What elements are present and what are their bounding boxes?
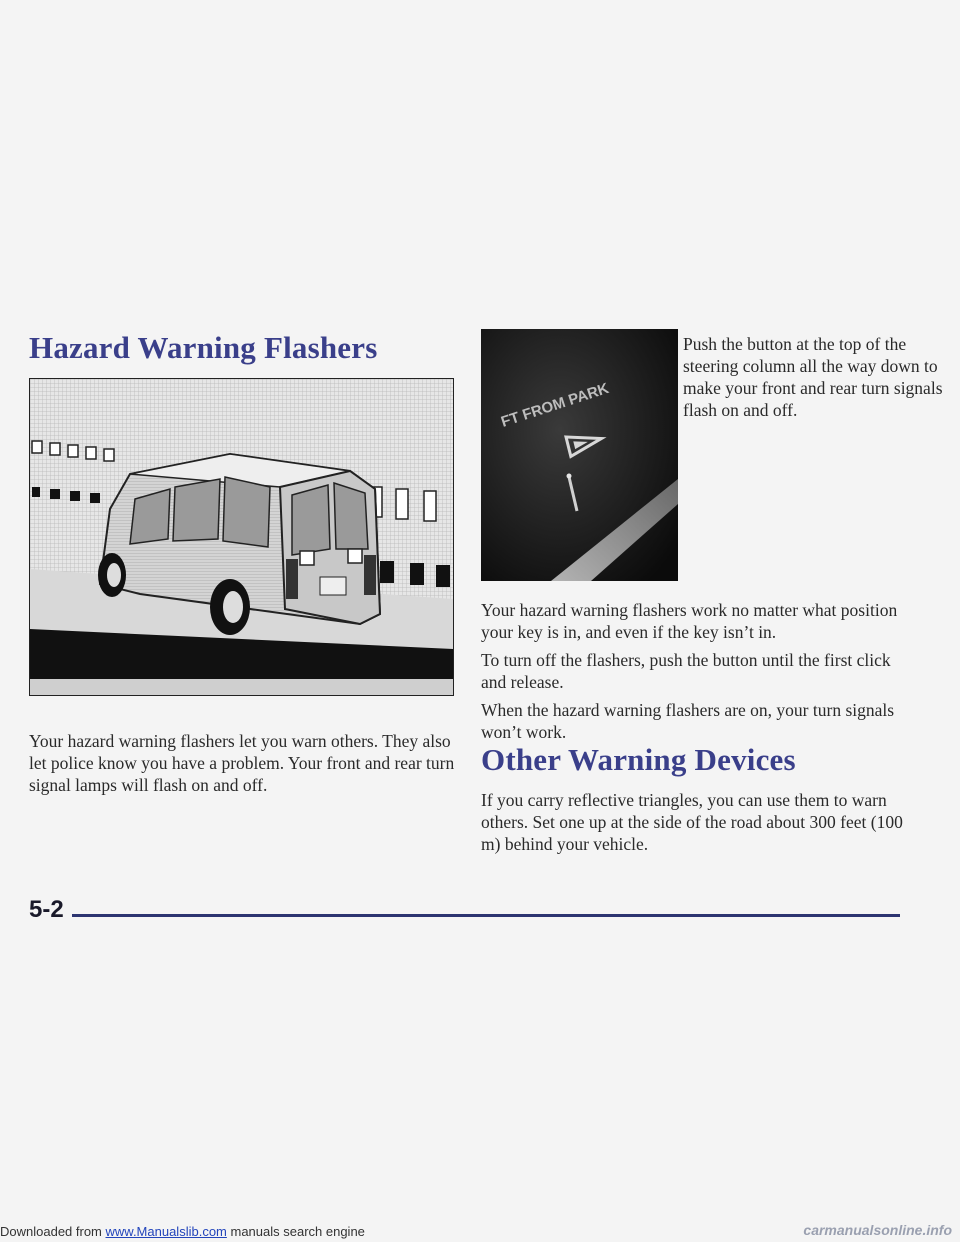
turn-signals-paragraph: When the hazard warning flashers are on, your turn signals won’t work.: [481, 700, 895, 742]
hazard-flashers-intro-paragraph: Your hazard warning flashers let you warn others. They also let police know you have a problem. Your front and rear turn signal lamps will flash on and off.: [29, 731, 455, 795]
hazard-button-photo-svg: [481, 329, 678, 581]
download-source-footer: [0, 1224, 365, 1239]
photo-text-ft-from-park: FT FROM PARK: [498, 379, 611, 431]
van-with-hazard-lights-illustration: [29, 378, 454, 696]
hazard-button-caption: Push the button at the top of the steering column all the way down to make your front and rear turn signals flash on and off.: [683, 334, 943, 420]
footer-rule: [72, 914, 900, 917]
reflective-triangles-paragraph: If you carry reflective triangles, you can use them to warn others. Set one up at the side of the road about 300 feet (100 m) behind your vehicle.: [481, 790, 903, 854]
section-title-hazard-warning-flashers: Hazard Warning Flashers: [29, 330, 378, 365]
hazard-button-photo: [481, 329, 678, 581]
turn-off-flashers-paragraph: To turn off the flashers, push the button until the first click and release.: [481, 650, 891, 692]
footer-prefix: Downloaded from: [0, 1224, 106, 1239]
page-number: 5-2: [29, 896, 64, 923]
van-illustration-svg: [30, 379, 453, 695]
manualslib-link[interactable]: www.Manualslib.com: [105, 1224, 227, 1239]
footer-suffix: manuals search engine: [226, 1224, 365, 1239]
section-title-other-warning-devices: Other Warning Devices: [481, 742, 796, 777]
watermark-text: carmanualsonline.info: [803, 1222, 952, 1238]
key-position-paragraph: Your hazard warning flashers work no matter what position your key is in, and even if the key isn’t in.: [481, 600, 898, 642]
